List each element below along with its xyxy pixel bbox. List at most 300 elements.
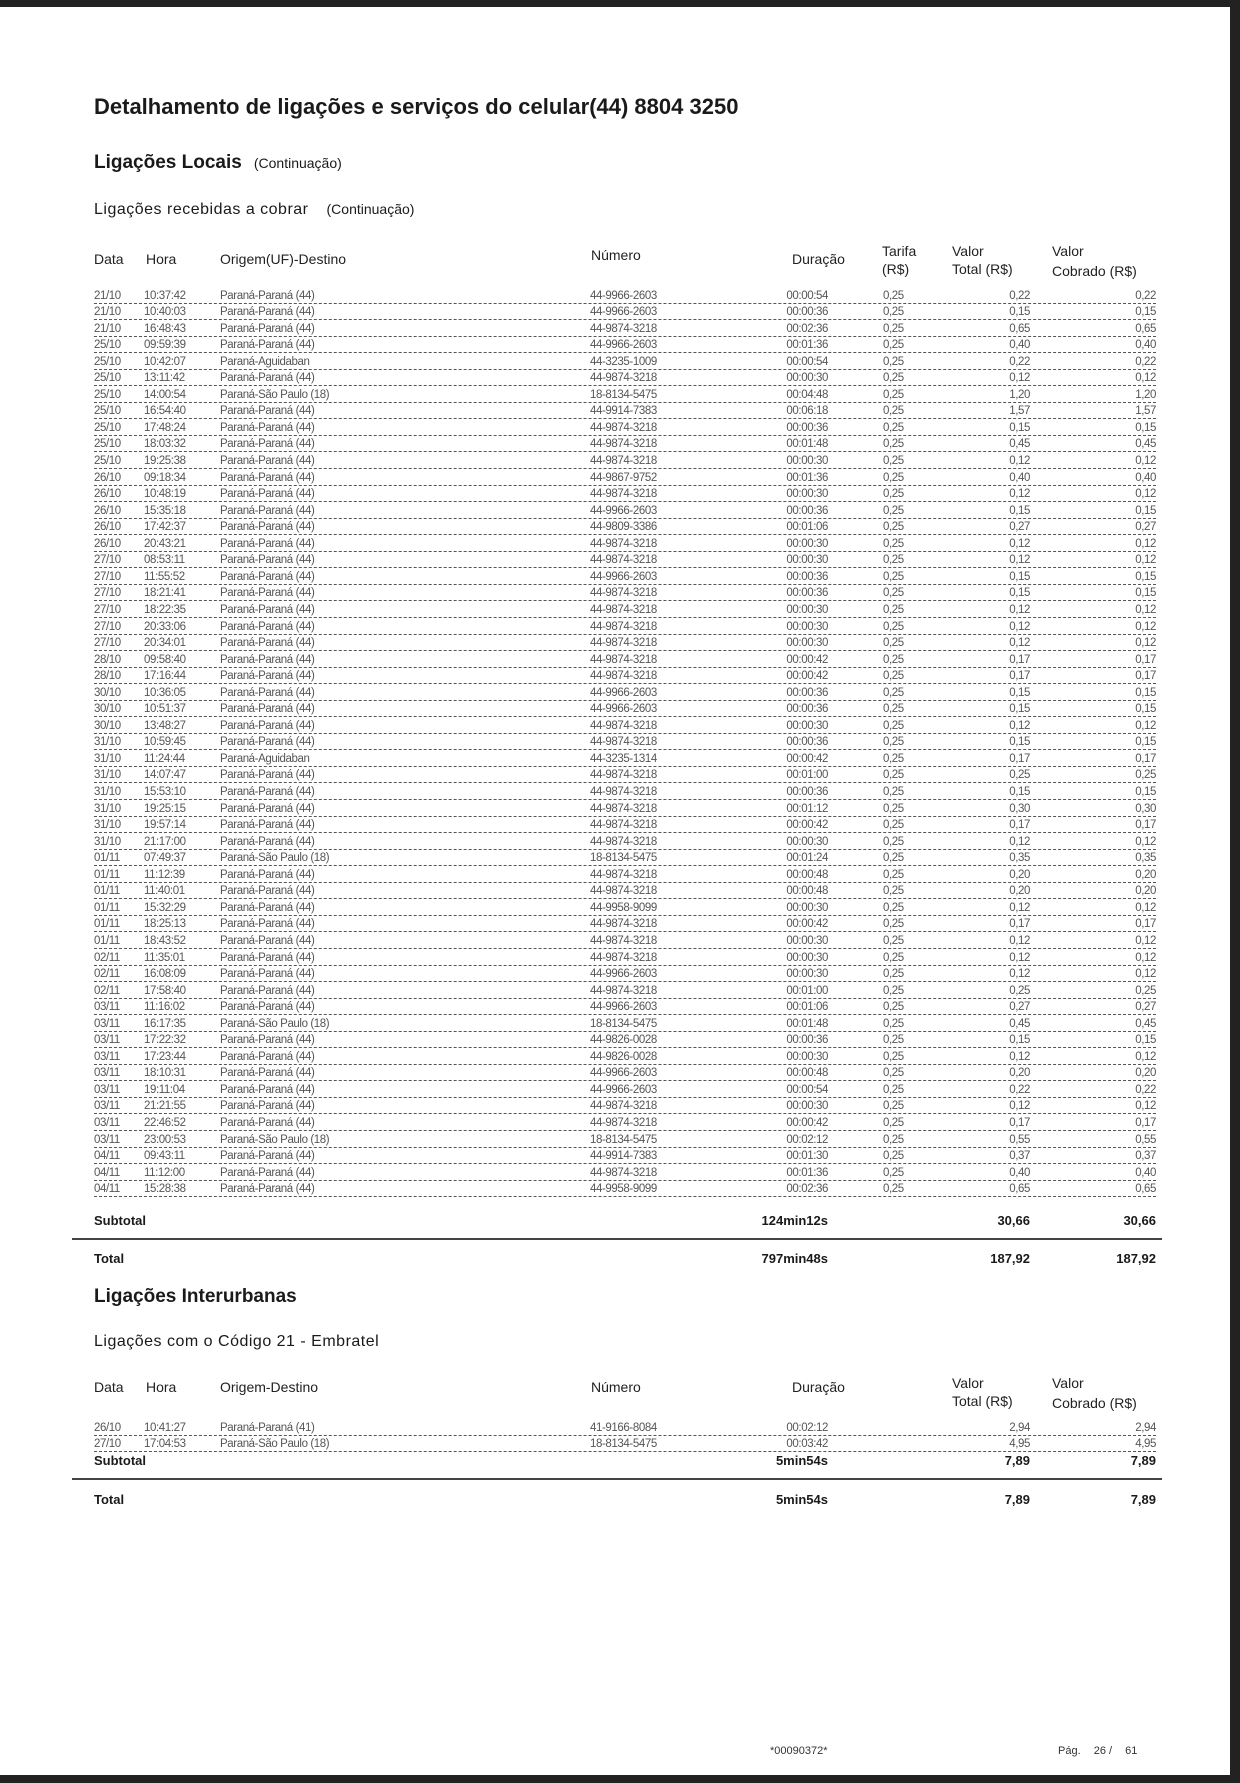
cell-origem-destino: Paraná-Paraná (44) (220, 1034, 315, 1047)
subsection-heading-embratel: Ligações com o Código 21 - Embratel (94, 1333, 380, 1350)
cell-tarifa: 0,25 (883, 554, 904, 567)
section-heading-text: Ligações Locais (94, 152, 242, 173)
cell-numero: 44-9874-3218 (590, 603, 657, 616)
cell-origem-destino: Paraná-Paraná (44) (220, 620, 315, 633)
total-label: Total (94, 1492, 125, 1507)
cell-duracao: 00:01:24 (786, 852, 828, 865)
cell-data: 03/11 (94, 1017, 120, 1030)
cell-hora: 10:48:19 (144, 488, 186, 501)
cell-numero: 44-9874-3218 (590, 802, 657, 815)
cell-valor-cobrado: 0,12 (1135, 968, 1156, 981)
cell-origem-destino: Paraná-Paraná (44) (220, 322, 315, 335)
cell-valor-cobrado: 0,27 (1135, 1001, 1156, 1014)
cell-data: 31/10 (94, 802, 121, 815)
cell-origem-destino: Paraná-Paraná (44) (220, 471, 315, 484)
cell-data: 26/10 (94, 488, 121, 501)
cell-hora: 19:25:15 (144, 802, 186, 815)
table-row (94, 600, 1156, 618)
col-header-numero: Número (591, 247, 641, 263)
cell-data: 27/10 (94, 587, 121, 600)
cell-origem-destino: Paraná-Paraná (44) (220, 1083, 315, 1096)
cell-data: 21/10 (94, 306, 121, 319)
cell-valor-total: 0,27 (1009, 1001, 1030, 1014)
cell-tarifa: 0,25 (883, 868, 904, 881)
cell-duracao: 00:00:30 (786, 934, 828, 947)
table-row (94, 385, 1156, 403)
subtotal-valor-cobrado: 30,66 (1123, 1213, 1156, 1228)
cell-numero: 18-8134-5475 (590, 852, 657, 865)
cell-valor-cobrado: 1,57 (1135, 405, 1156, 418)
cell-origem-destino: Paraná-Paraná (44) (220, 438, 315, 451)
cell-valor-cobrado: 0,17 (1135, 819, 1156, 832)
cell-data: 25/10 (94, 455, 121, 467)
cell-origem-destino: Paraná-Paraná (44) (220, 719, 315, 732)
col-header-valor-total-line1: Valor (952, 243, 984, 259)
cell-tarifa: 0,25 (883, 951, 904, 964)
cell-duracao: 00:00:36 (786, 306, 828, 319)
cell-origem-destino: Paraná-Paraná (44) (220, 339, 315, 352)
cell-valor-total: 2,94 (1009, 1421, 1030, 1434)
cell-data: 25/10 (94, 339, 121, 352)
cell-duracao: 00:00:30 (786, 372, 828, 385)
cell-duracao: 00:00:36 (786, 421, 828, 434)
table-row (94, 766, 1156, 784)
cell-hora: 09:59:39 (144, 339, 186, 352)
table-row (94, 749, 1156, 767)
table-row (94, 518, 1156, 536)
subsection-heading-text: Ligações recebidas a cobrar (94, 201, 309, 218)
cell-tarifa: 0,25 (883, 504, 904, 517)
subtotal-label: Subtotal (94, 1213, 146, 1228)
cell-data: 25/10 (94, 421, 121, 434)
table-row (94, 783, 1156, 801)
cell-origem-destino: Paraná-Paraná (44) (220, 537, 315, 550)
cell-hora: 18:43:52 (144, 934, 186, 947)
cell-valor-cobrado: 0,25 (1135, 769, 1156, 782)
cell-origem-destino: Paraná-Paraná (44) (220, 554, 315, 567)
table-row (94, 882, 1156, 900)
cell-tarifa: 0,25 (883, 769, 904, 782)
cell-valor-total: 0,12 (1009, 934, 1030, 947)
cell-origem-destino: Paraná-Paraná (44) (220, 1183, 315, 1196)
cell-numero: 18-8134-5475 (590, 1133, 657, 1146)
cell-tarifa: 0,25 (883, 885, 904, 898)
cell-hora: 10:37:42 (144, 289, 186, 302)
cell-tarifa: 0,25 (883, 1117, 904, 1129)
cell-valor-total: 0,15 (1009, 786, 1030, 798)
cell-hora: 16:17:35 (144, 1017, 186, 1030)
cell-origem-destino: Paraná-Aguidaban (220, 355, 310, 368)
cell-data: 30/10 (94, 703, 121, 716)
cell-valor-total: 0,12 (1009, 537, 1030, 550)
cell-valor-cobrado: 0,17 (1135, 752, 1156, 765)
table-row (94, 617, 1156, 635)
cell-data: 01/11 (94, 901, 120, 914)
table-row (94, 1064, 1156, 1082)
cell-tarifa: 0,25 (883, 521, 904, 534)
cell-valor-total: 0,22 (1009, 289, 1030, 302)
cell-valor-cobrado: 0,22 (1135, 289, 1156, 302)
cell-numero: 18-8134-5475 (590, 1017, 657, 1030)
cell-valor-cobrado: 0,45 (1135, 438, 1156, 451)
table-row (94, 551, 1156, 569)
cell-tarifa: 0,25 (883, 968, 904, 981)
cell-duracao: 00:00:42 (786, 1117, 828, 1129)
cell-valor-cobrado: 0,25 (1135, 984, 1156, 997)
cell-valor-total: 0,15 (1009, 306, 1030, 319)
cell-valor-total: 0,15 (1009, 504, 1030, 517)
cell-numero: 44-9874-3218 (590, 421, 657, 434)
col-header-origem: Origem-Destino (220, 1379, 319, 1395)
cell-tarifa: 0,25 (883, 488, 904, 501)
cell-origem-destino: Paraná-Paraná (44) (220, 1067, 315, 1080)
col-header-tarifa-line2: (R$) (882, 261, 910, 277)
cell-hora: 18:10:31 (144, 1067, 186, 1080)
cell-numero: 44-9874-3218 (590, 885, 657, 898)
cell-numero: 44-9874-3218 (590, 620, 657, 633)
cell-numero: 44-9966-2603 (590, 1001, 657, 1014)
cell-origem-destino: Paraná-Paraná (44) (220, 1050, 315, 1063)
cell-duracao: 00:02:12 (786, 1133, 828, 1146)
cell-hora: 08:53:11 (144, 554, 185, 567)
table-row (94, 584, 1156, 602)
cell-tarifa: 0,25 (883, 736, 904, 749)
cell-valor-cobrado: 0,12 (1135, 1050, 1156, 1063)
cell-duracao: 00:02:36 (786, 322, 828, 335)
cell-data: 27/10 (94, 554, 121, 567)
col-header-valor-total-line2: Total (R$) (952, 1393, 1013, 1409)
cell-numero: 44-9874-3218 (590, 653, 657, 666)
total-label: Total (94, 1251, 125, 1266)
cell-data: 03/11 (94, 1067, 120, 1080)
cell-numero: 44-9874-3218 (590, 537, 657, 550)
subsection-heading-collect (94, 201, 414, 219)
cell-origem-destino: Paraná-Paraná (44) (220, 570, 315, 583)
cell-data: 26/10 (94, 537, 121, 550)
cell-hora: 17:04:53 (144, 1438, 186, 1450)
cell-hora: 16:48:43 (144, 322, 186, 335)
cell-numero: 44-9966-2603 (590, 1067, 657, 1080)
cell-numero: 44-9874-3218 (590, 1117, 657, 1129)
cell-tarifa: 0,25 (883, 306, 904, 319)
cell-origem-destino: Paraná-Paraná (44) (220, 653, 315, 666)
subtotal-valor-cobrado: 7,89 (1130, 1453, 1156, 1468)
cell-valor-total: 0,17 (1009, 918, 1030, 931)
cell-numero: 44-9966-2603 (590, 306, 657, 319)
cell-data: 03/11 (94, 1083, 120, 1096)
table-row (94, 816, 1156, 834)
cell-valor-cobrado: 0,40 (1135, 1166, 1156, 1179)
cell-valor-cobrado: 0,12 (1135, 554, 1156, 567)
cell-numero: 44-9874-3218 (590, 934, 657, 947)
table-row (94, 1163, 1156, 1181)
table-row (94, 650, 1156, 668)
cell-data: 31/10 (94, 835, 121, 848)
cell-valor-total: 0,15 (1009, 1034, 1030, 1047)
cell-duracao: 00:00:36 (786, 570, 828, 583)
table-row (94, 1180, 1156, 1198)
cell-valor-cobrado: 0,12 (1135, 637, 1156, 650)
cell-data: 30/10 (94, 686, 121, 699)
cell-origem-destino: Paraná-Aguidaban (220, 752, 310, 765)
cell-numero: 41-9166-8084 (590, 1421, 657, 1434)
cell-duracao: 00:00:48 (786, 1067, 828, 1080)
table-row (94, 915, 1156, 933)
cell-valor-cobrado: 0,40 (1135, 339, 1156, 352)
col-header-data: Data (94, 1379, 124, 1395)
cell-numero: 44-9874-3218 (590, 455, 657, 467)
cell-hora: 18:25:13 (144, 918, 186, 931)
cell-origem-destino: Paraná-Paraná (44) (220, 736, 315, 749)
cell-tarifa: 0,25 (883, 653, 904, 666)
cell-valor-total: 0,25 (1009, 769, 1030, 782)
subtotal-label: Subtotal (94, 1453, 146, 1468)
cell-tarifa: 0,25 (883, 455, 904, 467)
cell-numero: 44-9966-2603 (590, 968, 657, 981)
cell-hora: 10:40:03 (144, 306, 186, 319)
cell-valor-cobrado: 1,20 (1135, 388, 1156, 401)
total-valor-total: 7,89 (1004, 1492, 1030, 1507)
col-header-valor-cobrado (1052, 1374, 1137, 1412)
cell-data: 03/11 (94, 1133, 120, 1146)
col-header-tarifa (882, 242, 916, 278)
cell-valor-total: 0,27 (1009, 521, 1030, 534)
table-row (94, 1114, 1156, 1132)
table-row (94, 452, 1156, 470)
cell-valor-total: 0,35 (1009, 852, 1030, 865)
table-row (94, 849, 1156, 867)
cell-valor-cobrado: 2,94 (1135, 1421, 1156, 1434)
cell-valor-cobrado: 0,15 (1135, 306, 1156, 319)
cell-duracao: 00:00:30 (786, 901, 828, 914)
cell-numero: 44-9809-3386 (590, 521, 657, 534)
cell-tarifa: 0,25 (883, 1034, 904, 1047)
section-heading-interurbanas: Ligações Interurbanas (94, 1286, 297, 1307)
cell-valor-cobrado: 0,35 (1135, 852, 1156, 865)
subtotal-valor-total: 30,66 (997, 1213, 1030, 1228)
cell-data: 28/10 (94, 653, 121, 666)
cell-valor-total: 0,40 (1009, 471, 1030, 484)
cell-valor-cobrado: 0,15 (1135, 504, 1156, 517)
table-row (94, 286, 1156, 304)
table-row (94, 369, 1156, 387)
cell-hora: 17:42:37 (144, 521, 186, 534)
cell-data: 02/11 (94, 968, 120, 981)
cell-valor-cobrado: 0,20 (1135, 868, 1156, 881)
cell-hora: 21:21:55 (144, 1100, 186, 1113)
cell-duracao: 00:00:54 (786, 289, 828, 302)
cell-valor-total: 0,12 (1009, 372, 1030, 385)
cell-valor-cobrado: 0,15 (1135, 587, 1156, 600)
cell-numero: 44-9874-3218 (590, 554, 657, 567)
cell-valor-cobrado: 0,65 (1135, 322, 1156, 335)
subtotal-duracao: 5min54s (775, 1453, 828, 1468)
cell-duracao: 00:00:36 (786, 587, 828, 600)
cell-valor-cobrado: 0,17 (1135, 670, 1156, 683)
cell-origem-destino: Paraná-São Paulo (18) (220, 852, 330, 865)
cell-origem-destino: Paraná-Paraná (44) (220, 372, 315, 385)
table-row (94, 352, 1156, 370)
cell-data: 03/11 (94, 1100, 120, 1113)
cell-tarifa: 0,25 (883, 471, 904, 484)
cell-tarifa: 0,25 (883, 587, 904, 600)
cell-origem-destino: Paraná-Paraná (44) (220, 885, 315, 898)
cell-numero: 44-9826-0028 (590, 1034, 657, 1047)
cell-tarifa: 0,25 (883, 620, 904, 633)
cell-numero: 18-8134-5475 (590, 1438, 657, 1450)
cell-hora: 18:22:35 (144, 603, 186, 616)
cell-hora: 19:57:14 (144, 819, 186, 832)
cell-data: 31/10 (94, 786, 121, 798)
cell-tarifa: 0,25 (883, 322, 904, 335)
cell-duracao: 00:01:00 (786, 769, 828, 782)
cell-valor-total: 0,30 (1009, 802, 1030, 815)
total-valor-total: 187,92 (990, 1251, 1030, 1266)
cell-origem-destino: Paraná-Paraná (44) (220, 587, 315, 600)
cell-numero: 44-9966-2603 (590, 570, 657, 583)
cell-valor-total: 0,17 (1009, 1117, 1030, 1129)
cell-data: 25/10 (94, 405, 121, 418)
col-header-valor-total (952, 1374, 1013, 1410)
cell-data: 03/11 (94, 1050, 120, 1063)
cell-hora: 09:43:11 (144, 1150, 185, 1163)
cell-duracao: 00:00:30 (786, 603, 828, 616)
cell-valor-total: 0,45 (1009, 438, 1030, 451)
cell-valor-total: 0,12 (1009, 455, 1030, 467)
cell-valor-total: 0,65 (1009, 322, 1030, 335)
cell-valor-cobrado: 0,22 (1135, 355, 1156, 368)
cell-valor-total: 0,15 (1009, 686, 1030, 699)
cell-numero: 44-9874-3218 (590, 322, 657, 335)
cell-valor-cobrado: 0,12 (1135, 901, 1156, 914)
cell-origem-destino: Paraná-Paraná (44) (220, 984, 315, 997)
cell-hora: 10:36:05 (144, 686, 186, 699)
cell-tarifa: 0,25 (883, 1100, 904, 1113)
cell-valor-total: 0,12 (1009, 951, 1030, 964)
cell-tarifa: 0,25 (883, 802, 904, 815)
cell-hora: 13:48:27 (144, 719, 186, 732)
cell-origem-destino: Paraná-Paraná (44) (220, 1001, 315, 1014)
cell-hora: 11:40:01 (144, 885, 185, 898)
table-row (94, 319, 1156, 337)
cell-origem-destino: Paraná-Paraná (44) (220, 934, 315, 947)
cell-valor-cobrado: 0,12 (1135, 719, 1156, 732)
cell-duracao: 00:00:42 (786, 670, 828, 683)
cell-duracao: 00:00:36 (786, 736, 828, 749)
cell-data: 03/11 (94, 1034, 120, 1047)
cell-hora: 15:53:10 (144, 786, 186, 798)
cell-data: 04/11 (94, 1166, 120, 1179)
cell-numero: 44-9874-3218 (590, 438, 657, 451)
cell-origem-destino: Paraná-Paraná (44) (220, 405, 315, 418)
total-duracao: 797min48s (761, 1251, 828, 1266)
cell-valor-total: 4,95 (1009, 1438, 1030, 1450)
cell-tarifa: 0,25 (883, 603, 904, 616)
cell-valor-cobrado: 0,27 (1135, 521, 1156, 534)
cell-valor-cobrado: 0,37 (1135, 1150, 1156, 1163)
cell-duracao: 00:00:30 (786, 1050, 828, 1063)
cell-hora: 15:32:29 (144, 901, 186, 914)
cell-tarifa: 0,25 (883, 355, 904, 368)
cell-hora: 10:42:07 (144, 355, 186, 368)
cell-numero: 44-9874-3218 (590, 1100, 657, 1113)
cell-data: 01/11 (94, 918, 120, 931)
table-row (94, 1031, 1156, 1049)
cell-origem-destino: Paraná-Paraná (44) (220, 504, 315, 517)
table-row (94, 1014, 1156, 1032)
cell-duracao: 00:00:36 (786, 703, 828, 716)
cell-numero: 44-9874-3218 (590, 719, 657, 732)
cell-data: 26/10 (94, 1421, 121, 1434)
cell-data: 21/10 (94, 289, 121, 302)
table-row (94, 567, 1156, 585)
col-header-valor-total-line1: Valor (952, 1375, 984, 1391)
table-row (94, 336, 1156, 354)
cell-data: 21/10 (94, 322, 121, 335)
col-header-valor-total-line2: Total (R$) (952, 261, 1013, 277)
col-header-numero: Número (591, 1379, 641, 1395)
cell-duracao: 00:00:54 (786, 1083, 828, 1096)
cell-data: 27/10 (94, 603, 121, 616)
cell-origem-destino: Paraná-Paraná (44) (220, 289, 315, 302)
cell-data: 27/10 (94, 1438, 121, 1450)
cell-numero: 44-9874-3218 (590, 637, 657, 650)
cell-data: 25/10 (94, 372, 121, 385)
page-number (1058, 1745, 1137, 1757)
subtotal-duracao: 124min12s (761, 1213, 828, 1228)
cell-tarifa: 0,25 (883, 670, 904, 683)
cell-valor-total: 0,12 (1009, 901, 1030, 914)
cell-valor-total: 0,12 (1009, 968, 1030, 981)
cell-valor-total: 0,12 (1009, 637, 1030, 650)
cell-tarifa: 0,25 (883, 918, 904, 931)
table-row (94, 1147, 1156, 1165)
cell-valor-cobrado: 0,12 (1135, 835, 1156, 848)
cell-valor-total: 0,15 (1009, 703, 1030, 716)
cell-valor-total: 0,15 (1009, 736, 1030, 749)
cell-tarifa: 0,25 (883, 901, 904, 914)
cell-numero: 44-9958-9099 (590, 901, 657, 914)
cell-data: 01/11 (94, 852, 120, 865)
cell-valor-total: 0,17 (1009, 653, 1030, 666)
cell-data: 31/10 (94, 769, 121, 782)
cell-valor-total: 0,12 (1009, 603, 1030, 616)
cell-valor-cobrado: 0,17 (1135, 1117, 1156, 1129)
cell-valor-cobrado: 0,30 (1135, 802, 1156, 815)
total-valor-cobrado: 7,89 (1130, 1492, 1156, 1507)
cell-valor-cobrado: 0,40 (1135, 471, 1156, 484)
cell-hora: 11:16:02 (144, 1001, 185, 1014)
table-row (94, 485, 1156, 503)
cell-valor-total: 0,12 (1009, 620, 1030, 633)
cell-data: 04/11 (94, 1183, 120, 1196)
scan-border-bottom (0, 1775, 1240, 1783)
cell-tarifa: 0,25 (883, 421, 904, 434)
cell-duracao: 00:00:36 (786, 1034, 828, 1047)
table-row (94, 832, 1156, 850)
cell-hora: 23:00:53 (144, 1133, 186, 1146)
cell-hora: 15:35:18 (144, 504, 186, 517)
cell-duracao: 00:00:30 (786, 537, 828, 550)
table-row (94, 965, 1156, 983)
cell-valor-cobrado: 0,15 (1135, 421, 1156, 434)
cell-data: 27/10 (94, 570, 121, 583)
cell-hora: 20:33:06 (144, 620, 186, 633)
cell-numero: 44-9874-3218 (590, 786, 657, 798)
cell-tarifa: 0,25 (883, 289, 904, 302)
cell-hora: 17:16:44 (144, 670, 186, 683)
cell-duracao: 00:00:48 (786, 868, 828, 881)
